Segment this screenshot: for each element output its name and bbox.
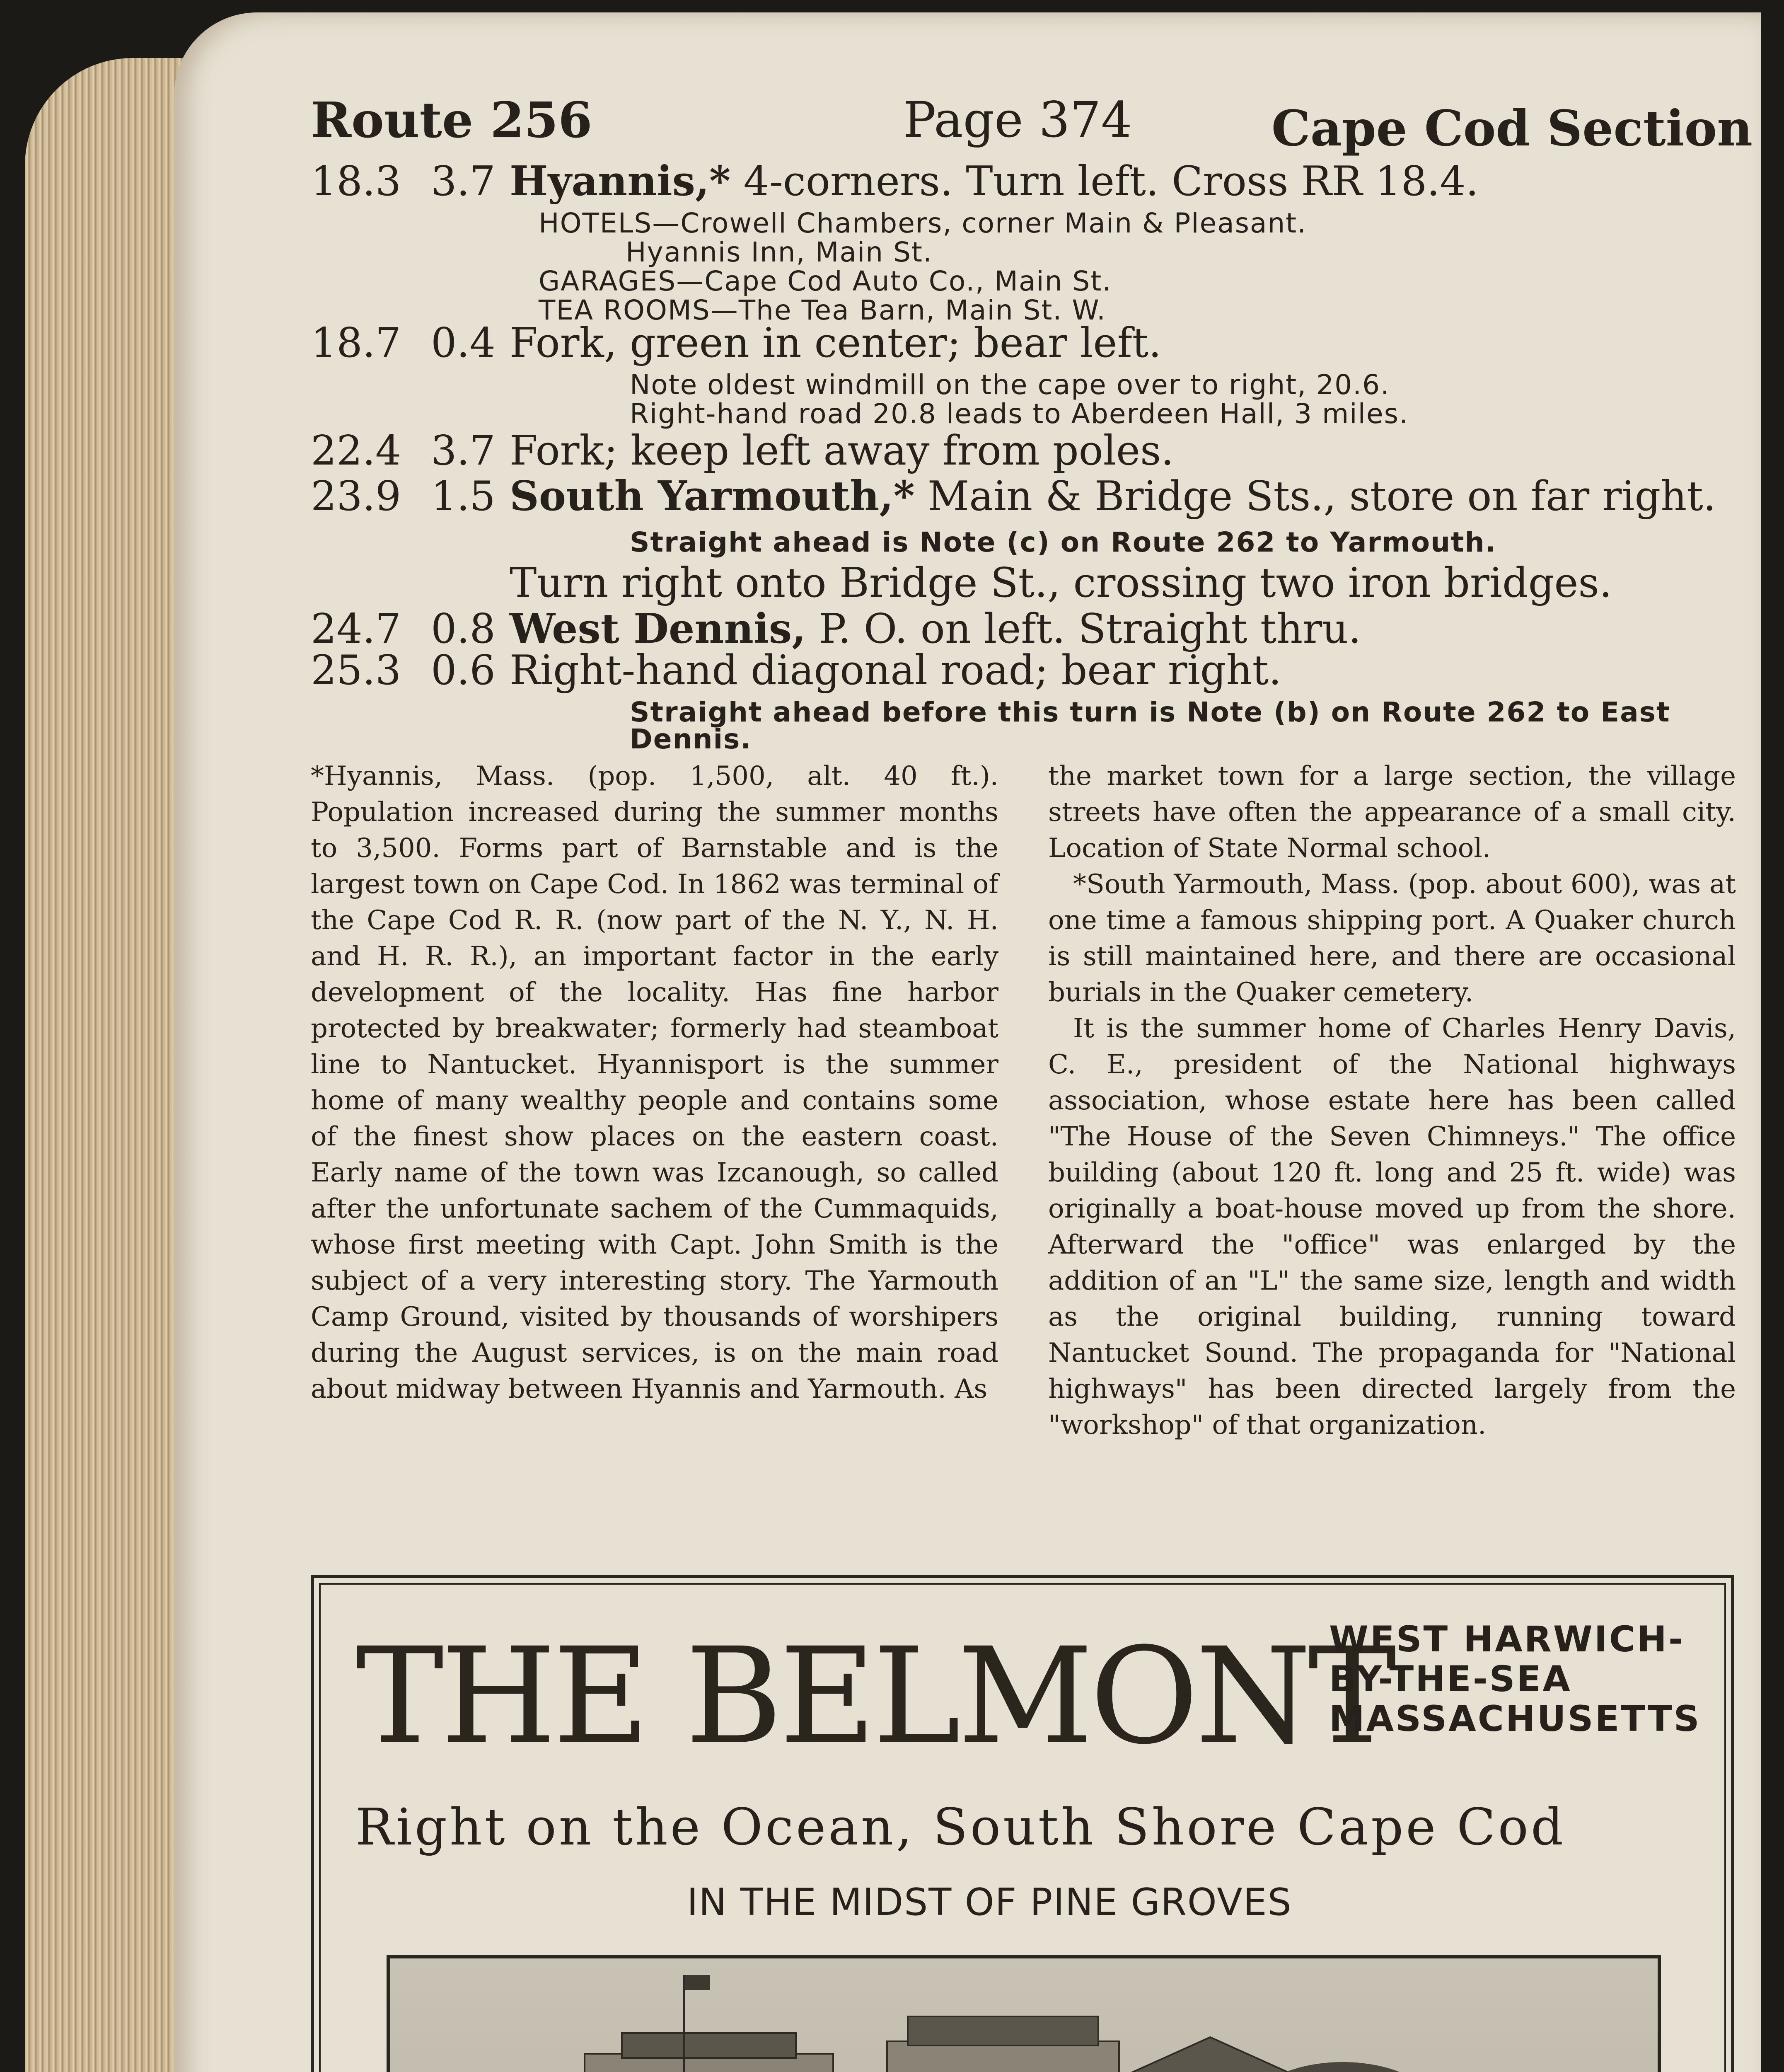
direction-text: Turn right onto Bridge St., crossing two iron bridges. xyxy=(510,559,1612,607)
direction-line xyxy=(311,472,1716,520)
direction-line xyxy=(311,319,1161,367)
ad-title: THE BELMONT xyxy=(355,1619,1393,1774)
yarmouth-note: Straight ahead is Note (c) on Route 262 to Yarmouth. xyxy=(630,526,1496,558)
book-page xyxy=(174,12,1761,2072)
direction-line xyxy=(311,427,1174,474)
aberdeen-note: Right-hand road 20.8 leads to Aberdeen Hall, 3 miles. xyxy=(630,398,1409,430)
direction-place: Hyannis,* xyxy=(510,157,731,205)
ad-tagline: Right on the Ocean, South Shore Cape Cod xyxy=(355,1798,1566,1857)
tea-rooms-note: TEA ROOMS—The Tea Barn, Main St. W. xyxy=(539,294,1107,326)
direction-text: P. O. on left. Straight thru. xyxy=(806,605,1361,653)
page-content xyxy=(311,83,1765,2072)
direction-mileage: 25.3 xyxy=(311,647,401,694)
direction-text: Fork; keep left away from poles. xyxy=(510,427,1174,474)
ad-location xyxy=(1329,1619,1701,1739)
page-number: Page 374 xyxy=(903,91,1132,148)
direction-distance: 0.6 xyxy=(431,647,496,694)
direction-mileage: 18.3 xyxy=(311,158,401,205)
section-title: Cape Cod Section xyxy=(1271,99,1753,157)
windmill-note: Note oldest windmill on the cape over to right, 20.6. xyxy=(630,369,1390,401)
ad-location-line: BY-THE-SEA xyxy=(1329,1658,1572,1700)
direction-distance: 0.8 xyxy=(431,605,496,653)
direction-place: South Yarmouth,* xyxy=(510,472,915,520)
direction-line xyxy=(311,157,1479,205)
right-column xyxy=(1048,758,1736,1443)
direction-text: 4-corners. Turn left. Cross RR 18.4. xyxy=(730,158,1479,205)
belmont-advertisement xyxy=(311,1575,1734,2072)
ad-subtagline: IN THE MIDST OF PINE GROVES xyxy=(687,1881,1292,1924)
route-number: Route 256 xyxy=(311,91,592,149)
direction-mileage: 23.9 xyxy=(311,473,401,520)
direction-distance: 0.4 xyxy=(431,320,496,367)
ad-location-line: MASSACHUSETTS xyxy=(1329,1698,1701,1740)
hotel-beach-drawing xyxy=(390,1958,1658,2072)
hotels-note-cont: Hyannis Inn, Main St. xyxy=(626,236,933,268)
ad-location-line: WEST HARWICH- xyxy=(1329,1619,1685,1660)
direction-distance: 3.7 xyxy=(431,427,496,474)
direction-text: Right-hand diagonal road; bear right. xyxy=(510,647,1282,694)
direction-line xyxy=(510,559,1612,607)
direction-text: Fork, green in center; bear left. xyxy=(510,320,1162,367)
flag xyxy=(685,1975,710,1990)
hyannis-paragraph: *Hyannis, Mass. (pop. 1,500, alt. 40 ft.). Population increased during the summer months to 3,500. Forms part of Barnstable and is the largest town on Cape Cod. In 1862 was terminal of the Cape Cod R. R. (now part of the N. Y., N. H. and H. R. R.), an important factor in the early development of the locality. Has fine harbor protected by breakwater; formerly had steamboat line to Nantucket. Hyannisport is the summer home of many wealthy people and contains some of the finest show places on the eastern coast. Early name of the town was Izcanough, so called after the unfortunate sachem of the Cummaquids, whose first meeting with Capt. John Smith is the subject of a very interesting story. The Yarmouth Camp Ground, visited by thousands of worshipers during the August services, is on the main road about midway between Hyannis and Yarmouth. As xyxy=(311,761,998,1404)
direction-line xyxy=(311,646,1281,694)
hotel-beach-illustration xyxy=(387,1955,1661,2072)
davis-paragraph: It is the summer home of Charles Henry Davis, C. E., president of the National highways association, whose estate here has been called "The House of the Seven Chimneys." The office building (about 120 ft. long and 25 ft. wide) was originally a boat-house moved up from the shore. Afterward the "office" was enlarged by the addition of an "L" the same size, length and width as the original building, running toward Nantucket Sound. The propaganda for "National highways" has been directed largely from the "workshop" of that organization. xyxy=(1048,1013,1736,1440)
direction-place: West Dennis, xyxy=(510,605,806,653)
left-column xyxy=(311,758,998,1407)
east-dennis-note: Straight ahead before this turn is Note (b) on Route 262 to East xyxy=(630,696,1670,728)
market-town-paragraph: the market town for a large section, the village streets have often the appearance of a small city. Location of State Normal school. xyxy=(1048,761,1736,864)
direction-mileage: 18.7 xyxy=(311,320,401,367)
east-dennis-note-cont: Dennis. xyxy=(630,723,752,755)
direction-mileage: 22.4 xyxy=(311,427,401,474)
garages-note: GARAGES—Cape Cod Auto Co., Main St. xyxy=(539,265,1112,297)
direction-distance: 3.7 xyxy=(431,158,496,205)
direction-line xyxy=(311,605,1361,653)
south-yarmouth-paragraph: *South Yarmouth, Mass. (pop. about 600), was at one time a famous shipping port. A Quaker church is still maintained here, and there are occasional burials in the Quaker cemetery. xyxy=(1048,869,1736,1008)
direction-distance: 1.5 xyxy=(431,473,496,520)
direction-text: Main & Bridge Sts., store on far right. xyxy=(914,473,1716,520)
hotels-note: HOTELS—Crowell Chambers, corner Main & Pleasant. xyxy=(539,207,1307,239)
direction-mileage: 24.7 xyxy=(311,605,401,653)
running-header xyxy=(311,83,1753,162)
